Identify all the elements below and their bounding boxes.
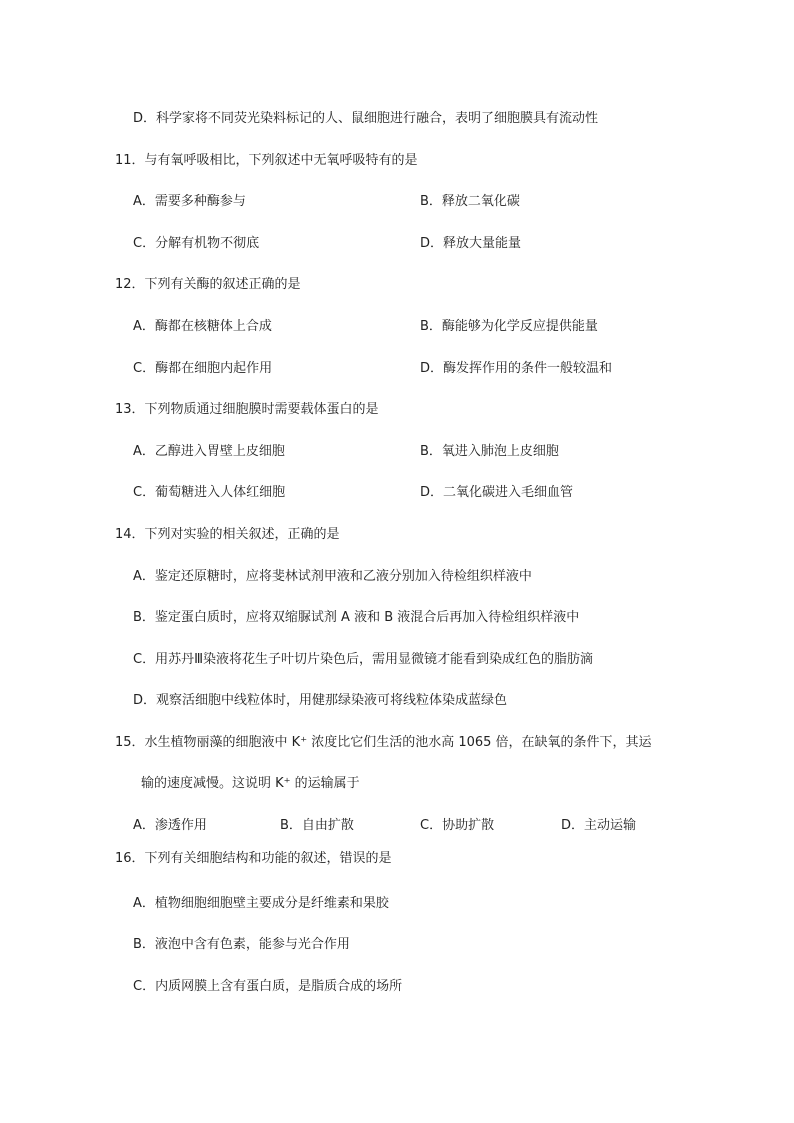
question-15-continuation: 输的速度减慢。这说明 K⁺ 的运输属于 [141, 776, 360, 791]
q12-option-b: B．酶能够为化学反应提供能量 [420, 319, 598, 334]
q16-option-a: A．植物细胞细胞壁主要成分是纤维素和果胶 [133, 896, 389, 911]
q16-option-b: B．液泡中含有色素，能参与光合作用 [133, 937, 350, 952]
question-12: 12．下列有关酶的叙述正确的是 [115, 277, 301, 292]
q11-option-a: A．需要多种酶参与 [133, 194, 246, 209]
question-11: 11．与有氧呼吸相比，下列叙述中无氧呼吸特有的是 [115, 153, 418, 168]
q16-option-c: C．内质网膜上含有蛋白质，是脂质合成的场所 [133, 979, 403, 994]
q11-option-b: B．释放二氧化碳 [420, 194, 520, 209]
q14-option-c: C．用苏丹Ⅲ染液将花生子叶切片染色后，需用显微镜才能看到染成红色的脂肪滴 [133, 652, 594, 667]
q11-option-c: C．分解有机物不彻底 [133, 236, 260, 251]
question-15: 15．水生植物丽藻的细胞液中 K⁺ 浓度比它们生活的池水高 1065 倍，在缺氧的条件下，其运 [115, 735, 652, 750]
q15-option-c: C．协助扩散 [420, 818, 495, 833]
q15-option-a: A．渗透作用 [133, 818, 207, 833]
question-16: 16．下列有关细胞结构和功能的叙述，错误的是 [115, 851, 392, 866]
q14-option-a: A．鉴定还原糖时，应将斐林试剂甲液和乙液分别加入待检组织样液中 [133, 569, 532, 584]
q11-option-d: D．释放大量能量 [420, 236, 522, 251]
q12-option-c: C．酶都在细胞内起作用 [133, 361, 273, 376]
question-13: 13．下列物质通过细胞膜时需要载体蛋白的是 [115, 402, 379, 417]
q15-option-b: B．自由扩散 [280, 818, 354, 833]
q15-option-d: D．主动运输 [561, 818, 637, 833]
q14-option-b: B．鉴定蛋白质时，应将双缩脲试剂 A 液和 B 液混合后再加入待检组织样液中 [133, 610, 580, 625]
q13-option-c: C．葡萄糖进入人体红细胞 [133, 485, 286, 500]
q10-option-d: D．科学家将不同荧光染料标记的人、鼠细胞进行融合，表明了细胞膜具有流动性 [133, 111, 599, 126]
q13-option-a: A．乙醇进入胃壁上皮细胞 [133, 444, 285, 459]
q13-option-b: B．氧进入肺泡上皮细胞 [420, 444, 559, 459]
q13-option-d: D．二氧化碳进入毛细血管 [420, 485, 574, 500]
q12-option-d: D．酶发挥作用的条件一般较温和 [420, 361, 613, 376]
question-14: 14．下列对实验的相关叙述，正确的是 [115, 527, 340, 542]
q14-option-d: D．观察活细胞中线粒体时，用健那绿染液可将线粒体染成蓝绿色 [133, 693, 508, 708]
q12-option-a: A．酶都在核糖体上合成 [133, 319, 272, 334]
